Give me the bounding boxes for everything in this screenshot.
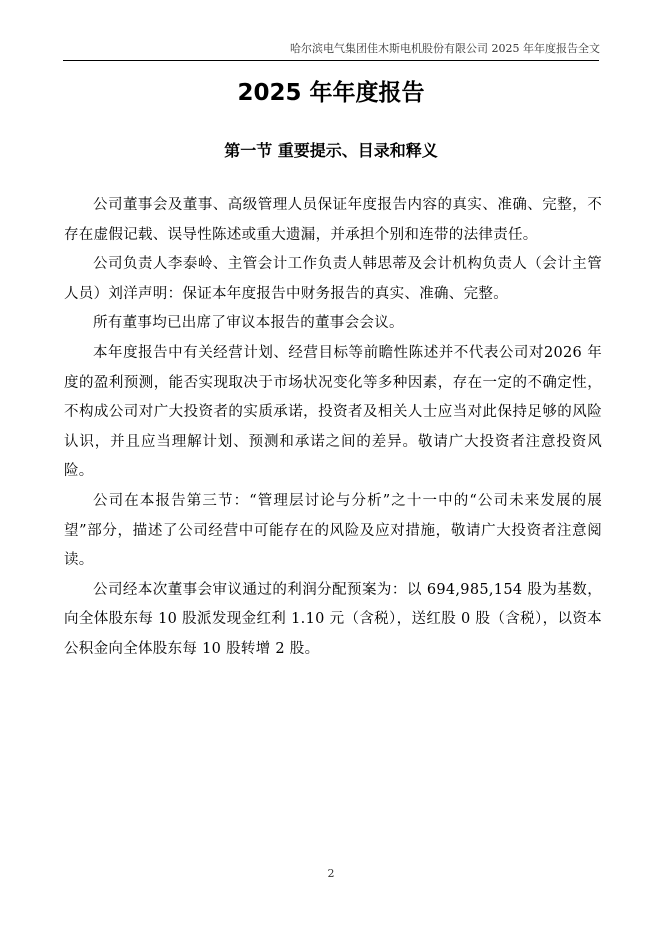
paragraph-profit-distribution: 公司经本次董事会审议通过的利润分配预案为：以 694,985,154 股为基数，向全体股东每 10 股派发现金红利 1.10 元（含税），送红股 0 股（含税），以资本公积金向全体股东每 10 股转增 2 股。 (64, 581, 602, 657)
paragraph-attendance: 所有董事均已出席了审议本报告的董事会会议。 (93, 315, 404, 332)
page-number: 2 (327, 867, 335, 880)
paragraph-forward-looking: 本年度报告中有关经营计划、经营目标等前瞻性陈述并不代表公司对2026 年度的盈利预测，能否实现取决于市场状况变化等多种因素，存在一定的不确定性，不构成公司对广大投资者的实质承诺，投资者及相关人士应当对此保持足够的风险认识，并且应当理解计划、预测和承诺之间的差异。敬请广大投资者注意投资风险。 (64, 344, 602, 480)
body-text (64, 191, 602, 665)
paragraph-board-guarantee: 公司董事会及董事、高级管理人员保证年度报告内容的真实、准确、完整，不存在虚假记载、误导性陈述或重大遗漏，并承担个别和连带的法律责任。 (64, 197, 602, 243)
paragraph-risk-reference: 公司在本报告第三节：“管理层讨论与分析”之十一中的“公司未来发展的展望”部分，描述了公司经营中可能存在的风险及应对措施，敬请广大投资者注意阅读。 (64, 492, 602, 569)
document-title: 2025 年年度报告 (237, 80, 425, 106)
section-title: 第一节 重要提示、目录和释义 (224, 141, 438, 160)
paragraph-responsible-persons: 公司负责人李泰岭、主管会计工作负责人韩思蒂及会计机构负责人（会计主管人员）刘洋声明：保证本年度报告中财务报告的真实、准确、完整。 (64, 256, 602, 302)
running-header: 哈尔滨电气集团佳木斯电机股份有限公司 2025 年年度报告全文 (290, 42, 600, 55)
header-divider (63, 60, 599, 61)
